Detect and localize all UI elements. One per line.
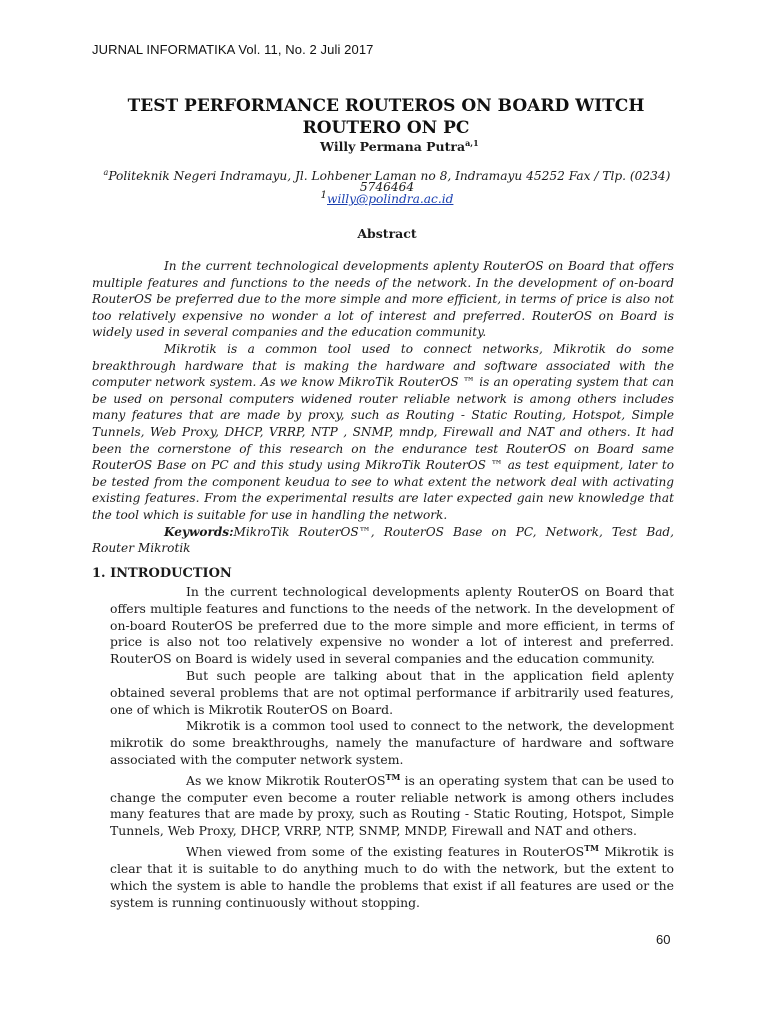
intro-paragraph xyxy=(110,840,674,911)
author-superscript: a,1 xyxy=(465,138,479,148)
abstract-heading: Abstract xyxy=(357,226,417,241)
intro-text: As we know Mikrotik RouterOS xyxy=(186,772,386,788)
intro-text: When viewed from some of the existing features in RouterOS xyxy=(186,844,585,860)
trademark-superscript: TM xyxy=(584,843,599,854)
trademark-superscript: TM xyxy=(385,771,401,782)
email-line xyxy=(92,190,682,206)
paper-title-line-2: ROUTERO ON PC xyxy=(302,118,470,138)
abstract-paragraph: Mikrotik is a common tool used to connect networks, Mikrotik do some breakthrough hardware that is making the hardware and software associated with the computer network system. As we know MikroTik RouterOS ™ is an operating system that can be used on personal computers widened router reliable network is among others includes many features that are made by proxy, such as Routing - Static Routing, Hotspot, Simple Tunnels, Web Proxy, DHCP, VRRP, NTP , SNMP, mndp, Firewall and NAT and others. It had been the cornerstone of this research on the endurance test RouterOS on Board same RouterOS Base on PC and this study using MikroTik RouterOS ™ as test equipment, later to be tested from the component keudua to see to what extent the network deal with activating existing features. From the experimental results are later expected gain new knowledge that the tool which is suitable for use in handling the network. xyxy=(92,341,674,522)
intro-paragraph: In the current technological developments aplenty RouterOS on Board that offers multiple features and functions to the needs of the network. In the development of on-board RouterOS be preferred due to the more simple and more efficient, in terms of price is also not too relatively expensive no wonder a lot of interest and preferred. RouterOS on Board is widely used in several companies and the education community. xyxy=(110,584,674,667)
affiliation-superscript: a xyxy=(103,168,109,177)
intro-text: Mikrotik is clear that it is suitable to do anything much to do with the network, but the extent to which the system is able to handle the problems that exist if all features are used or the system is running continuously without stopping. xyxy=(110,844,674,910)
abstract-body xyxy=(92,258,674,557)
paper-title xyxy=(92,95,680,139)
author-name: Willy Permana Putra xyxy=(320,139,466,155)
keywords-text: MikroTik RouterOS™, RouterOS Base on PC, Network, Test Bad, Router Mikrotik xyxy=(92,524,674,556)
email-superscript: 1 xyxy=(320,190,328,201)
intro-text: is an operating system that can be used to change the computer even become a router reliable network is among others includes many features that are made by proxy, such as Routing - Static Routing, Hotspot, Simple Tunnels, Web Proxy, DHCP, VRRP, NTP, SNMP, MNDP, Firewall and NAT and others. xyxy=(110,772,674,839)
paper-title-line-1: TEST PERFORMANCE ROUTEROS ON BOARD WITCH xyxy=(127,96,645,116)
intro-paragraph: Mikrotik is a common tool used to connect to the network, the development mikrotik do some breakthroughs, namely the manufacture of hardware and software associated with the computer network system. xyxy=(110,718,674,767)
affiliation-text: Politeknik Negeri Indramayu, Jl. Lohbener Laman no 8, Indramayu 45252 Fax / Tlp. (0234) 5746464 xyxy=(108,169,671,195)
abstract-paragraph: In the current technological developments aplenty RouterOS on Board that offers multiple features and functions to the needs of the network. In the development of on-board RouterOS be preferred due to the more simple and more efficient, in terms of price is also not too relatively expensive no wonder a lot of interest and preferred. RouterOS on Board is widely used in several companies and the education community. xyxy=(92,259,674,340)
keywords xyxy=(92,524,674,557)
intro-paragraph: But such people are talking about that in the application field aplenty obtained several problems that are not optimal performance if arbitrarily used features, one of which is Mikrotik RouterOS on Board. xyxy=(110,667,674,717)
email-link[interactable]: willy@polindra.ac.id xyxy=(327,192,454,207)
journal-header: JURNAL INFORMATIKA Vol. 11, No. 2 Juli 2017 xyxy=(92,42,374,57)
keywords-label: Keywords: xyxy=(164,524,234,539)
page-number: 60 xyxy=(656,932,671,947)
section-heading-introduction: 1. INTRODUCTION xyxy=(92,566,232,581)
author xyxy=(320,138,479,154)
introduction-body xyxy=(110,584,674,911)
intro-paragraph xyxy=(110,769,674,840)
